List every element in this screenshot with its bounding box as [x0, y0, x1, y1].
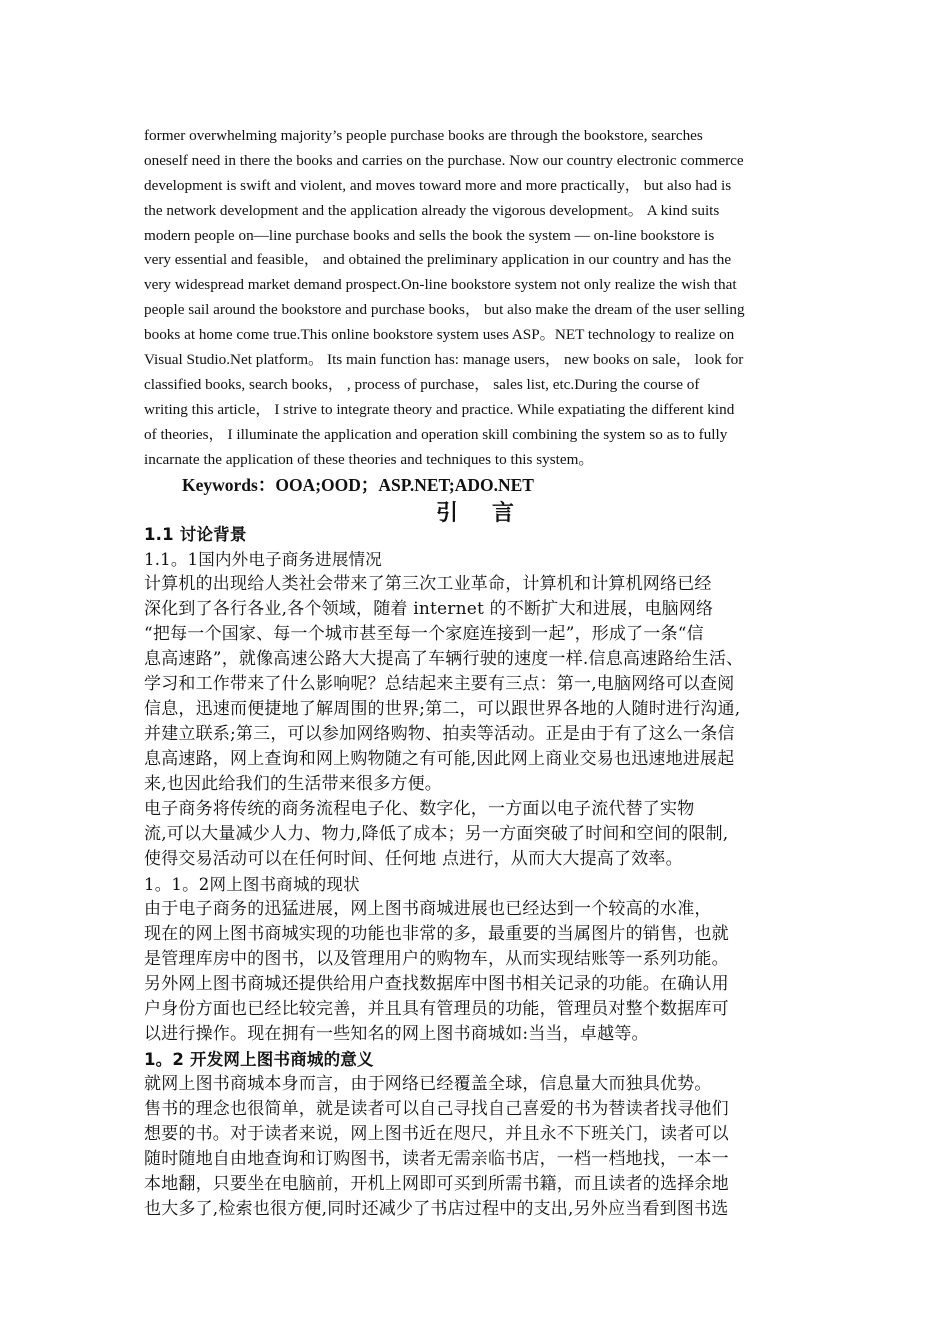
paragraph-line: 户身份方面也已经比较完善，并且具有管理员的功能，管理员对整个数据库可 [144, 999, 729, 1019]
paragraph-line: 息高速路，网上查询和网上购物随之有可能,因此网上商业交易也迅速地进展起 [144, 749, 735, 769]
heading-1-2: 1。2 开发网上图书商城的意义 [144, 1050, 374, 1069]
heading-1-1: 1.1 讨论背景 [144, 525, 247, 544]
paragraph-line: 学习和工作带来了什么影响呢？总结起来主要有三点：第一,电脑网络可以查阅 [144, 674, 735, 694]
paragraph-line: 另外网上图书商城还提供给用户查找数据库中图书相关记录的功能。在确认用 [144, 974, 729, 994]
keywords-line: Keywords：OOA;OOD；ASP.NET;ADO.NET [182, 475, 534, 495]
abstract-line: classified books, search books， , process of purchase， sales list, etc.During the course of [144, 375, 700, 393]
abstract-line: very essential and feasible， and obtained the preliminary application in our country and has the [144, 251, 732, 269]
abstract-line: modern people on—line purchase books and sells the book the system — on-line bookstore is [144, 226, 715, 244]
paragraph-line: 计算机的出现给人类社会带来了第三次工业革命，计算机和计算机网络已经 [144, 574, 712, 594]
abstract-line: incarnate the application of these theories and techniques to this system。 [144, 450, 594, 468]
abstract-line: oneself need in there the books and carries on the purchase. Now our country electronic commerce [144, 151, 744, 169]
paragraph-line: 本地翻，只要坐在电脑前，开机上网即可买到所需书籍，而且读者的选择余地 [144, 1174, 729, 1194]
paragraph-line: 就网上图书商城本身而言，由于网络已经覆盖全球，信息量大而独具优势。 [144, 1074, 712, 1094]
abstract-line: former overwhelming majority’s people purchase books are through the bookstore, searches [144, 127, 703, 144]
english-abstract [144, 124, 824, 472]
chinese-body [144, 522, 824, 1222]
paragraph-line: 信息，迅速而便捷地了解周围的世界;第二，可以跟世界各地的人随时进行沟通, [144, 699, 741, 719]
paragraph-line: 使得交易活动可以在任何时间、任何地 点进行，从而大大提高了效率。 [144, 849, 683, 869]
paragraph-line: 深化到了各行各业,各个领域，随着 internet 的不断扩大和进展，电脑网络 [144, 599, 714, 619]
paragraph-line: 售书的理念也很简单，就是读者可以自己寻找自己喜爱的书为替读者找寻他们 [144, 1099, 729, 1119]
paragraph-line: 现在的网上图书商城实现的功能也非常的多，最重要的当属图片的销售，也就 [144, 924, 729, 944]
abstract-line: the network development and the application already the vigorous development。 A kind suits [144, 201, 720, 219]
section-title: 引言 [435, 500, 548, 526]
paragraph-line: 来,也因此给我们的生活带来很多方便。 [144, 774, 443, 794]
paragraph-line: 由于电子商务的迅猛进展，网上图书商城进展也已经达到一个较高的水准， [144, 899, 712, 919]
heading-1-1-2: 1。1。2网上图书商城的现状 [144, 875, 360, 894]
abstract-line: writing this article， I strive to integrate theory and practice. While expatiating the different kind [144, 400, 735, 418]
abstract-line: people sail around the bookstore and purchase books， but also make the dream of the user selling [144, 301, 745, 319]
paragraph-line: 以进行操作。现在拥有一些知名的网上图书商城如:当当，卓越等。 [144, 1024, 649, 1044]
abstract-line: books at home come true.This online bookstore system uses ASP。NET technology to realize on [144, 326, 735, 344]
paragraph-line: 想要的书。对于读者来说，网上图书近在咫尺，并且永不下班关门，读者可以 [144, 1124, 729, 1144]
paragraph-line: 随时随地自由地查询和订购图书，读者无需亲临书店，一档一档地找，一本一 [144, 1149, 729, 1169]
paragraph-line: 息高速路”，就像高速公路大大提高了车辆行驶的速度一样.信息高速路给生活、 [144, 649, 744, 669]
paragraph-line: 也大多了,检索也很方便,同时还减少了书店过程中的支出,另外应当看到图书选 [144, 1199, 729, 1219]
paragraph-line: 电子商务将传统的商务流程电子化、数字化，一方面以电子流代替了实物 [144, 799, 695, 819]
abstract-line: very widespread market demand prospect.On-line bookstore system not only realize the wish that [144, 276, 737, 294]
paragraph-line: 是管理库房中的图书，以及管理用户的购物车，从而实现结账等一系列功能。 [144, 949, 729, 969]
abstract-line: Visual Studio.Net platform。 Its main function has: manage users， new books on sale， look for [144, 351, 744, 369]
abstract-line: development is swift and violent, and moves toward more and more practically， but also had is [144, 176, 732, 194]
paragraph-line: 并建立联系;第三，可以参加网络购物、拍卖等活动。正是由于有了这么一条信 [144, 724, 735, 744]
paragraph-line: “把每一个国家、每一个城市甚至每一个家庭连接到一起”，形成了一条“信 [144, 624, 704, 644]
heading-1-1-1: 1.1。1国内外电子商务进展情况 [144, 550, 382, 569]
abstract-line: of theories， I illuminate the application and operation skill combining the system so as to fully [144, 425, 728, 443]
paragraph-line: 流,可以大量减少人力、物力,降低了成本；另一方面突破了时间和空间的限制, [144, 824, 729, 844]
